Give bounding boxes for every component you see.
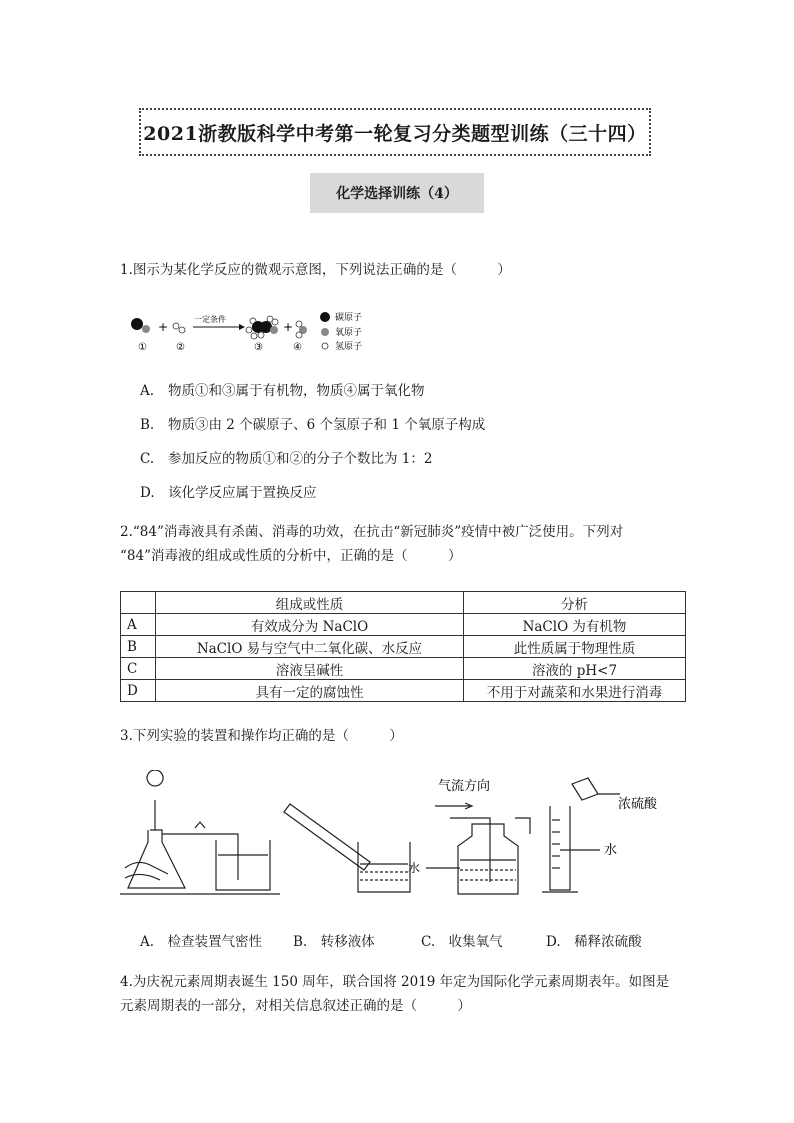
q1-molecule-diagram [125,308,385,358]
q3-option-c[interactable]: C. 收集氧气 [421,934,503,950]
q3-option-b[interactable]: B. 转移液体 [293,934,375,950]
q1-label-2: ② [176,342,185,353]
carbon-atom-icon [131,318,143,330]
legend-oxygen: 氧原子 [335,328,363,338]
q3-apparatus-figure [120,770,680,900]
question-2-stem-line2: “84”消毒液的组成或性质的分析中，正确的是（ ） [120,548,462,564]
table-row [121,680,686,702]
table-row [121,636,686,658]
separatory-funnel-icon [147,770,163,830]
legend-hydrogen-icon [322,343,328,349]
q1-label-4: ④ [293,342,302,353]
table-row [121,658,686,680]
table-header-cell: 组成或性质 [156,592,464,614]
legend-carbon-icon [320,312,330,322]
q1-label-3: ③ [254,342,263,353]
arrow-condition-label: 一定条件 [194,315,226,324]
oxygen-atom-icon [142,325,150,333]
q1-option-a[interactable]: A. 物质①和③属于有机物，物质④属于氧化物 [140,383,425,399]
acid-label: 浓硫酸 [618,797,658,812]
q3-option-d[interactable]: D. 稀释浓硫酸 [546,934,642,950]
table-cell: NaClO 为有机物 [464,614,686,636]
table-row [121,614,686,636]
water-label-d: 水 [604,843,618,858]
q1-plus-2: + [283,320,294,334]
q1-option-c[interactable]: C. 参加反应的物质①和②的分子个数比为 1：2 [140,451,433,467]
graduated-cylinder-icon [284,804,370,870]
q1-label-1: ① [138,342,147,353]
q1-option-b[interactable]: B. 物质③由 2 个碳原子、6 个氢原子和 1 个氧原子构成 [140,417,486,433]
beaker-icon [216,840,270,890]
question-4-stem-line1: 4.为庆祝元素周期表诞生 150 周年，联合国将 2019 年定为国际化学元素周期表年。如图是 [120,974,670,990]
inlet-outlet-tubes [450,818,530,834]
table-cell: A [121,614,156,636]
q2-table [120,591,686,702]
acid-beaker-icon [572,778,598,800]
q1-plus-1: + [158,320,169,334]
table-cell: 溶液呈碱性 [156,658,464,680]
table-cell: 具有一定的腐蚀性 [156,680,464,702]
hydrogen-atom-icon [179,327,185,333]
table-cell: NaClO 易与空气中二氧化碳、水反应 [156,636,464,658]
question-3-stem: 3.下列实验的装置和操作均正确的是（ ） [120,728,403,744]
legend-hydrogen: 氢原子 [335,342,363,352]
question-1-stem: 1.图示为某化学反应的微观示意图，下列说法正确的是（ ） [120,262,511,278]
table-cell: C [121,658,156,680]
section-subtitle: 化学选择训练（4） [310,173,484,213]
question-4-stem-line2: 元素周期表的一部分，对相关信息叙述正确的是（ ） [120,998,471,1014]
airflow-label: 气流方向 [438,779,491,794]
table-cell: D [121,680,156,702]
arrow-head-icon [239,324,245,330]
table-cell: 溶液的 pH<7 [464,658,686,680]
legend-oxygen-icon [321,328,329,336]
page-title: 2021浙教版科学中考第一轮复习分类题型训练（三十四） [139,108,651,156]
measuring-cylinder-icon [550,806,570,890]
question-2-stem-line1: 2.“84”消毒液具有杀菌、消毒的功效，在抗击“新冠肺炎”疫情中被广泛使用。下列对 [120,524,624,540]
water-label-c: 水 [408,861,421,875]
hand-icon [125,862,168,874]
q3-option-a[interactable]: A. 检查装置气密性 [140,934,263,950]
table-cell: 此性质属于物理性质 [464,636,686,658]
legend-carbon: 碳原子 [335,313,363,323]
hydrogen-atom-icon [173,323,179,329]
table-cell: 有效成分为 NaClO [156,614,464,636]
table-header-row [121,592,686,614]
conical-flask-icon [128,830,185,888]
table-cell: 不用于对蔬菜和水果进行消毒 [464,680,686,702]
q1-option-d[interactable]: D. 该化学反应属于置换反应 [140,485,317,501]
table-header-cell: 分析 [464,592,686,614]
delivery-tube [162,834,238,880]
table-cell: B [121,636,156,658]
wash-bottle-icon [458,824,518,894]
table-header-cell [121,592,156,614]
